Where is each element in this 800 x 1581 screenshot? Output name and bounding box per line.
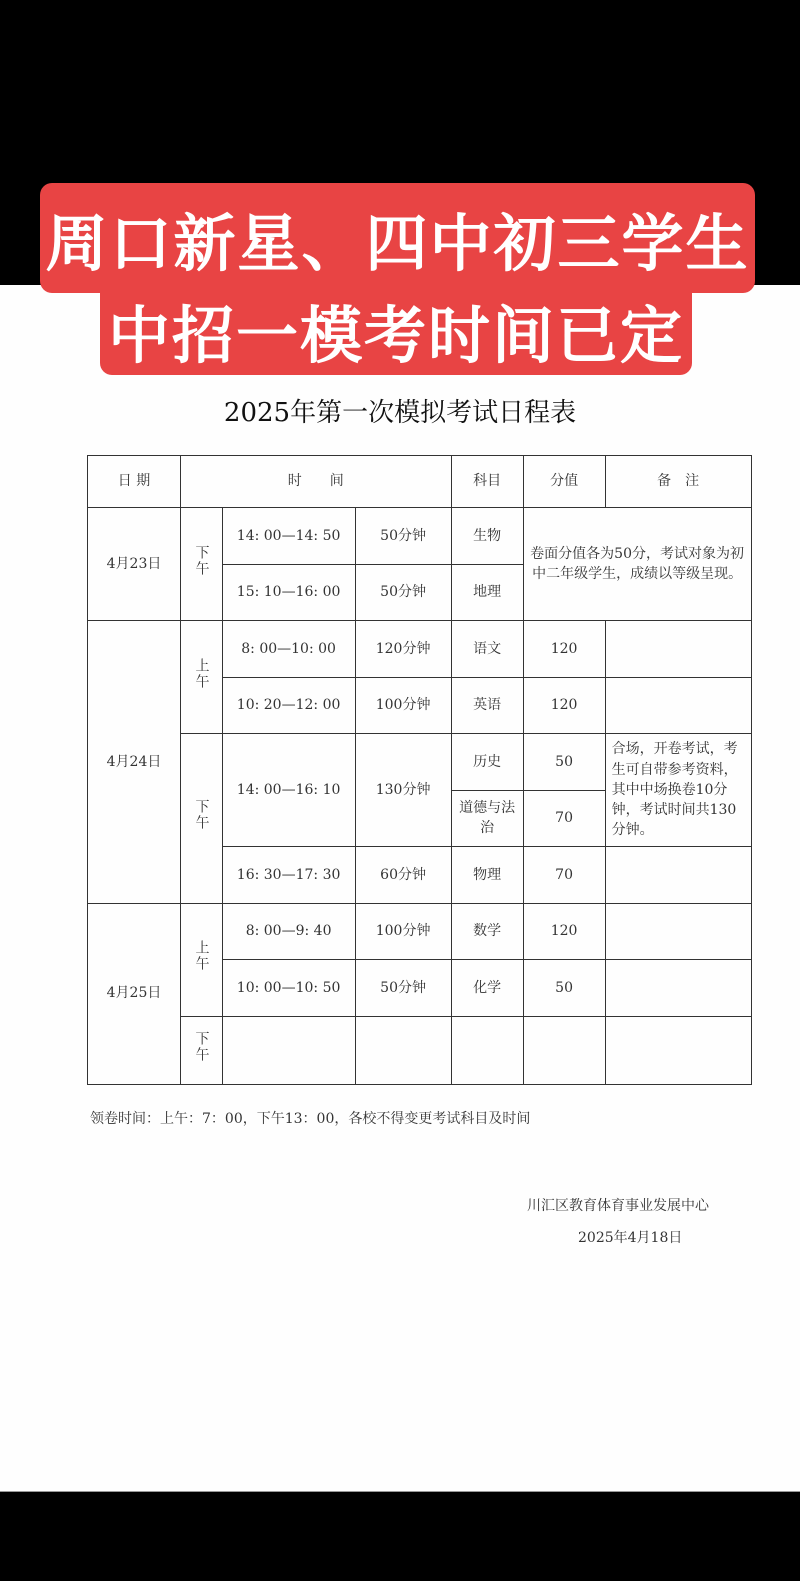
score-cell: 50 (523, 734, 605, 791)
header-score: 分值 (523, 456, 605, 508)
duration-cell: 50分钟 (355, 960, 451, 1017)
issuing-organization: 川汇区教育体育事业发展中心 (527, 1198, 709, 1214)
duration-cell: 50分钟 (355, 508, 451, 565)
duration-cell (355, 1016, 451, 1084)
subject-cell: 物理 (451, 847, 523, 904)
subject-cell: 历史 (451, 734, 523, 791)
header-subject: 科目 (451, 456, 523, 508)
time-cell: 10: 00—10: 50 (222, 960, 355, 1017)
subject-cell: 数学 (451, 903, 523, 960)
period-cell (181, 734, 223, 904)
duration-cell: 120分钟 (355, 621, 451, 678)
score-cell: 50 (523, 960, 605, 1017)
remarks-cell (605, 1016, 751, 1084)
date-cell: 4月25日 (88, 903, 181, 1084)
subject-cell (451, 1016, 523, 1084)
subject-cell: 生物 (451, 508, 523, 565)
period-cell (181, 903, 223, 1016)
remarks-cell: 合场，开卷考试，考生可自带参考资料，其中中场换卷10分钟，考试时间共130分钟。 (605, 734, 751, 847)
headline-banner-line-2: 中招一模考时间已定 (100, 285, 692, 375)
subject-cell: 道德与法治 (451, 790, 523, 847)
time-cell (222, 1016, 355, 1084)
score-cell: 70 (523, 790, 605, 847)
period-cell (181, 1016, 223, 1084)
duration-cell: 100分钟 (355, 903, 451, 960)
date-cell: 4月24日 (88, 621, 181, 904)
table-row (88, 508, 752, 565)
remarks-cell: 卷面分值各为50分，考试对象为初中二年级学生，成绩以等级呈现。 (523, 508, 751, 621)
score-cell: 120 (523, 677, 605, 734)
duration-cell: 100分钟 (355, 677, 451, 734)
duration-cell: 130分钟 (355, 734, 451, 847)
subject-cell: 英语 (451, 677, 523, 734)
table-row (88, 1016, 752, 1084)
subject-cell: 语文 (451, 621, 523, 678)
date-cell: 4月23日 (88, 508, 181, 621)
remarks-cell (605, 903, 751, 960)
header-time: 时 间 (181, 456, 452, 508)
score-cell: 70 (523, 847, 605, 904)
period-cell (181, 508, 223, 621)
time-cell: 15: 10—16: 00 (222, 564, 355, 621)
time-cell: 10: 20—12: 00 (222, 677, 355, 734)
period-label: 下午 (193, 1030, 210, 1063)
table-row (88, 621, 752, 678)
time-cell: 14: 00—16: 10 (222, 734, 355, 847)
period-label: 上午 (193, 940, 210, 973)
exam-schedule-table (87, 455, 752, 1085)
table-row (88, 903, 752, 960)
duration-cell: 60分钟 (355, 847, 451, 904)
subject-cell: 地理 (451, 564, 523, 621)
period-label: 下午 (193, 544, 210, 577)
remarks-cell (605, 621, 751, 678)
time-cell: 16: 30—17: 30 (222, 847, 355, 904)
remarks-cell (605, 677, 751, 734)
period-label: 下午 (193, 799, 210, 832)
issue-date: 2025年4月18日 (578, 1230, 683, 1246)
period-label: 上午 (193, 657, 210, 690)
header-date: 日 期 (88, 456, 181, 508)
score-cell (523, 1016, 605, 1084)
time-cell: 8: 00—9: 40 (222, 903, 355, 960)
bottom-black-band (0, 1491, 800, 1581)
remarks-cell (605, 847, 751, 904)
time-cell: 14: 00—14: 50 (222, 508, 355, 565)
headline-banner-line-1: 周口新星、四中初三学生 (40, 183, 755, 293)
time-cell: 8: 00—10: 00 (222, 621, 355, 678)
subject-cell: 化学 (451, 960, 523, 1017)
score-cell: 120 (523, 903, 605, 960)
duration-cell: 50分钟 (355, 564, 451, 621)
pickup-time-note: 领卷时间：上午：7：00，下午13：00，各校不得变更考试科目及时间 (90, 1111, 531, 1127)
header-remarks: 备 注 (605, 456, 751, 508)
period-cell (181, 621, 223, 734)
score-cell: 120 (523, 621, 605, 678)
table-row (88, 734, 752, 791)
table-header-row (88, 456, 752, 508)
remarks-cell (605, 960, 751, 1017)
document-title: 2025年第一次模拟考试日程表 (223, 398, 577, 428)
